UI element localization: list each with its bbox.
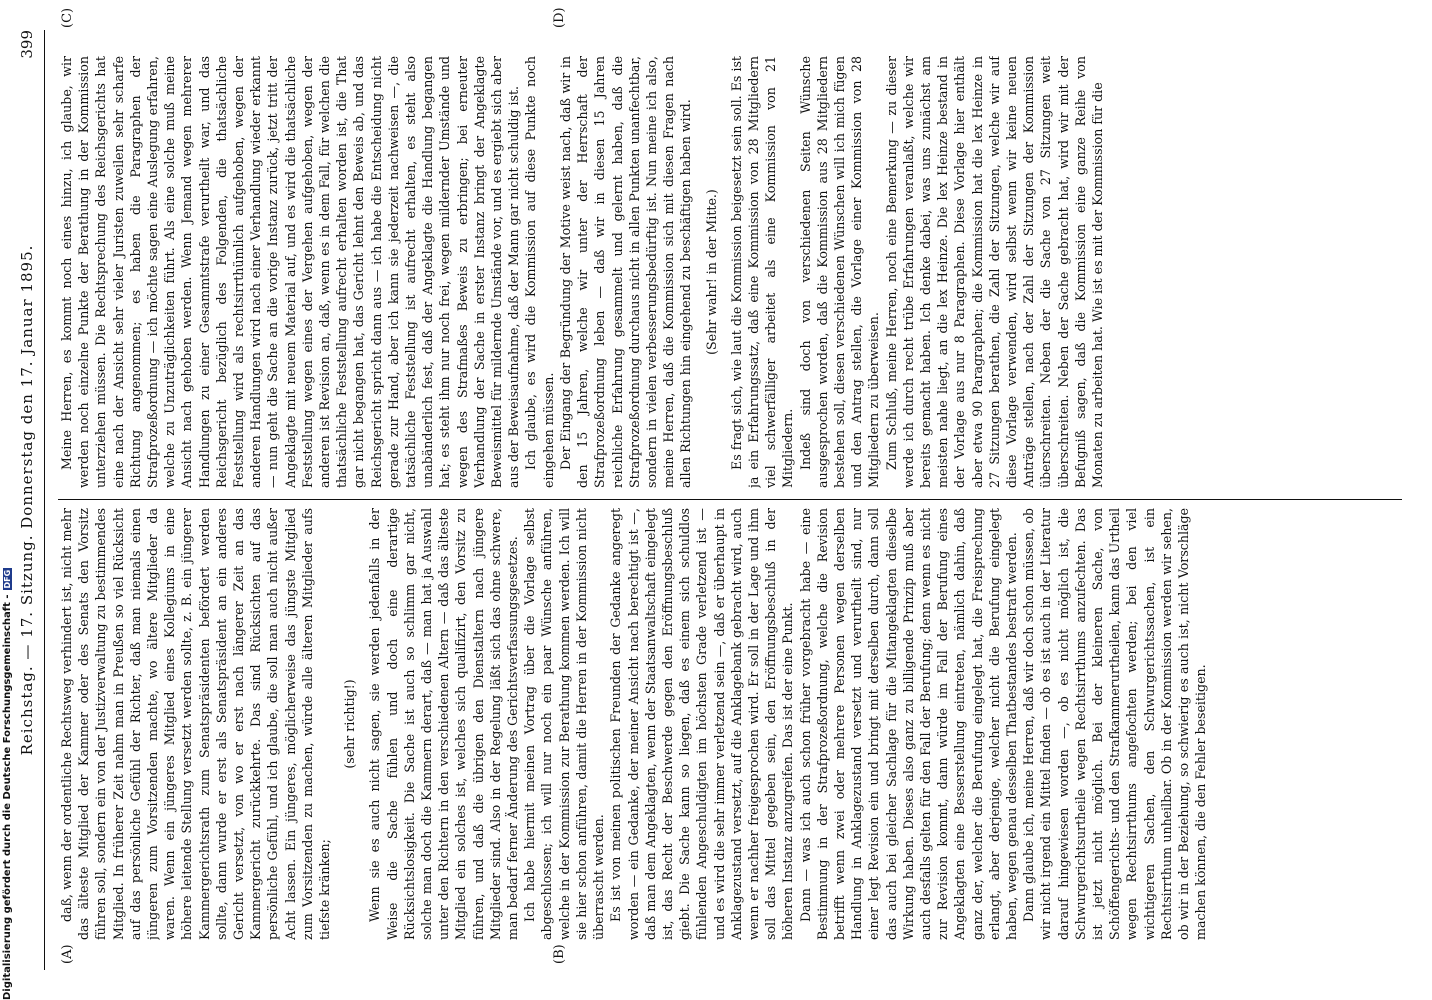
credit-text: Digitalisierung gefördert durch die Deutsche Forschungsgemeinschaft -: [2, 594, 13, 1000]
left-paragraph: Es ist von meinen politischen Freunden der Gedanke angeregt worden — ein Gedanke, der meiner Ansicht nach berechtigt ist —, daß man dem Angeklagten, wenn der Staatsanwaltschaft eingelegt ist, das Recht der Beschwerde gegen den Eröffnungsbeschluß giebt. Die Sache kann so liegen, daß es einem sich schuldlos fühlenden Angeschuldigten im höchsten Grade verletzend ist — und es wird die sehr immer verletzend sein —, daß er überhaupt in Anklagezustand versetzt, auf die Anklagebank gebracht wird, auch wenn er nachher freigesprochen wird. Er soll in der Lage und ihm soll das Mittel gegeben sein, den Eröffnungsbeschluß in der höheren Instanz anzugreifen. Das ist der eine Punkt.: [608, 508, 796, 940]
margin-letter-c: (C): [60, 7, 75, 28]
page-header: [10, 30, 45, 970]
column-divider: [58, 499, 1402, 500]
left-column: [58, 508, 1402, 940]
digitization-credit: [2, 568, 13, 1000]
margin-letter-b: (B): [552, 944, 567, 964]
left-paragraph: Dann — was ich auch schon früher vorgebracht habe — eine Bestimmung in der Strafprozeßordnung, welche die Revision betrifft wenn zwei oder mehrere Personen wegen derselben Handlung in Anklagezustand versetzt und verurtheilt sind, nur einer legt Revision ein und bringt mit derselben durch, dann soll das auch bei gleicher Sachlage für die Mitangeklagten dieselbe Wirkung haben. Dieses also ganz zu billigende Prinzip muß aber auch desfalls gelten für den Fall der Berufung; denn wenn es nicht zur Revision kommt, dann würde im Fall der Berufung eines Angeklagten eine Besserstellung eintreten, nämlich dahin, daß ganz der, welcher die Berufung eingelegt hat, die Freisprechung erlangt, aber derjenige, welcher nicht die Berufung eingelegt haben, wegen genau desselben Thatbestandes bestraft werden.: [797, 508, 1019, 940]
right-paragraph: Zum Schluß, meine Herren, noch eine Bemerkung — zu dieser werde ich durch recht trübe Erfahrungen veranlaßt, welche wir bereits gemacht haben. Ich denke dabei, was uns zunächst am meisten nahe liegt, an die lex Heinze. Die lex Heinze bestand in der Vorlage aus nur 8 Paragraphen. Diese Vorlage hier enthält aber etwa 90 Paragraphen; die Kommission hat die lex Heinze in 27 Sitzungen berathen, die Zahl der Sitzungen, welche wir auf diese Vorlage verwenden, wird selbst wenn wir keine neuen Anträge stellen, nach der Zahl der Sitzungen der Kommission überschreiten. Neben der die Sache von 27 Sitzungen weit überschreiten. Neben der Sache gebracht hat, wird wir mit der Befugniß sagen, daß die Kommission eine ganze Reihe von Monaten zu arbeiten hat. Wie ist es mit der Kommission für die: [883, 56, 1105, 488]
left-paragraph: daß, wenn der ordentliche Rechtsweg verhindert ist, nicht mehr das älteste Mitglied der Kammer oder des Senats den Vorsitz führen soll, sondern ein von der Justizverwaltung zu bestimmendes Mitglied. In früherer Zeit nahm man in Preußen so viel Rücksicht auf das persönliche Gefühl der Richter, daß man niemals einen jüngeren zum Vorsitzenden machte, wo ältere Mitglieder da waren. Wenn ein jüngeres Mitglied eines Kollegiums in eine höhere leitende Stellung versetzt werden sollte, z. B. ein jüngerer Kammergerichtsrath zum Senatspräsidenten befördert werden sollte, dann wurde er erst als Senatspräsident an ein anderes Gericht versetzt, von wo er erst nach längerer Zeit an das Kammergericht zurückkehrte. Das sind Rücksichten auf das persönliche Gefühl, und ich glaube, die soll man auch nicht außer Acht lassen. Ein jüngeres, möglicherweise das jüngste Mitglied zum Vorsitzenden zu machen, würde alle älteren Mitglieder aufs tiefste kränken;: [59, 508, 333, 940]
margin-letter-a: (A): [60, 944, 75, 964]
interjection: (Sehr wahr! in der Mitte.): [703, 189, 719, 355]
interjection: (sehr richtig!): [342, 679, 358, 769]
right-paragraph: Es fragt sich, wie laut die Kommission beigesetzt sein soll. Es ist ja ein Erfahrungssatz, daß eine Kommission von 28 Mitgliedern viel schwerfälliger arbeitet als eine Kommission von 21 Mitgliedern.: [728, 56, 796, 488]
left-paragraph: Wenn sie es auch nicht sagen, sie werden jedenfalls in der Weise die Sache fühlen und doch eine derartige Rücksichtslosigkeit. Die Sache ist auch so schlimm gar nicht, solche man doch die Kammern derart, daß — man hat ja Auswahl unter den Richtern in den verschiedenen Altern — daß das älteste Mitglied ein solches ist, welches sich qualifizirt, den Vorsitz zu führen, und daß die übrigen den Dienstaltern nach jüngere Mitglieder sind. Also in der Regelung läßt sich das ohne schwere, man bedarf ferner Änderung des Gerichtsverfassungsgesetzes.: [367, 508, 521, 940]
left-paragraph: Dann glaube ich, meine Herren, daß wir doch schon müssen, ob wir nicht irgend ein Mittel finden — ob es ist auch in der Literatur darauf hingewiesen worden —, ob es nicht möglich ist, die Schwurgerichtsurtheile wegen Rechtsirrthums anzufechten. Das ist jetzt nicht möglich. Bei der kleineren Sache, von Schöffengerichts- und den Strafkammerurtheilen, kann das Urtheil wegen Rechtsirrthums angefochten werden; bei den viel wichtigeren Sachen, den Schwurgerichtssachen, ist ein Rechtsirrthum unheilbar. Ob in der Kommission werden wir sehen, ob wir in der Beziehung, so schwierig es auch ist, nicht Vorschläge machen können, die den Fehler beseitigen.: [1021, 508, 1209, 940]
left-paragraph: Ich habe hiermit meinen Vortrag über die Vorlage selbst abgeschlossen; ich will nur noch ein paar Wünsche anführen, welche in der Kommission zur Berathung kommen werden. Ich will sie hier schon anführen, damit die Herren in der Kommission nicht überrascht werden.: [522, 508, 607, 940]
margin-letter-d: (D): [552, 7, 567, 28]
right-paragraph: Der Eingang der Begründung der Motive weist nach, daß wir in den 15 Jahren, welche wir unter der Herrschaft der Strafprozeßordnung leben — daß wir in diesen 15 Jahren reichliche Erfahrung gesammelt und gelernt haben, daß die Strafprozeßordnung durchaus nicht in allen Punkten unanfechtbar, sondern in vielen verbesserungsbedürftig ist. Nun meine ich also, meine Herren, daß die Kommission sich mit diesen Fragen nach allen Richtungen hin eingehend zu beschäftigen haben wird.: [557, 56, 694, 488]
right-paragraph: Indeß sind doch von verschiedenen Seiten Wünsche ausgesprochen worden, daß die Kommission aus 28 Mitgliedern bestehen soll, diesen verschiedenen Wünschen will ich mich fügen und den Antrag stellen, die Vorlage einer Kommission von 28 Mitgliedern zu überweisen.: [797, 56, 882, 488]
right-paragraph: Meine Herren, es kommt noch eines hinzu, ich glaube, wir werden noch einzelne Punkte der Berathung in der Kommission unterziehen müssen. Die Rechtsprechung des Reichsgerichts hat eine nach der Ansicht sehr vieler Juristen zuweilen sehr scharfe Richtung angenommen; es haben die Paragraphen der Strafprozeßordnung — ich möchte sagen eine Auslegung erfahren, welche zu Unzuträglichkeiten führt. Als eine solche muß meine Ansicht nach gehoben werden. Wenn Jemand wegen mehrerer Handlungen zu einer Gesammtstrafe verurtheilt war, und das Reichsgericht bezüglich des Folgenden, die thatsächliche Feststellung wird als rechtsirrthümlich aufgehoben, wegen der anderen Handlungen wird nach einer Verhandlung wieder erkannt — nun geht die Sache an die vorige Instanz zurück, jetzt tritt der Angeklagte mit neuem Material auf, und es wird die thatsächliche Feststellung wegen eines der Vergehen aufgehoben, wegen der anderen ist Revision an, daß, wenn es in dem Fall, für welchen die thatsächliche Feststellung aufrecht erhalten worden ist, die That gar nicht begangen hat, das Gericht lehnt den Beweis ab, und das Reichsgericht spricht dann aus — ich habe die Entscheidung nicht gerade zur Hand, aber ich kann sie jederzeit nachweisen —, die tatsächliche Feststellung ist aufrecht erhalten, es steht also unabänderlich fest, daß der Angeklagte die Handlung begangen hat; es steht ihm nur noch frei, wegen mildernder Umstände und wegen des Strafmaßes Beweis zu erbringen; bei erneuter Verhandlung der Sache in erster Instanz bringt der Angeklagte Beweismittel für mildernde Umstände vor, und es ergiebt sich aber aus der Beweisaufnahme, daß der Mann gar nicht schuldig ist.: [59, 56, 522, 488]
dfg-logo: DFG: [3, 569, 12, 589]
right-paragraph: Ich glaube, es wird die Kommission auf diese Punkte noch eingehen müssen.: [523, 56, 556, 488]
page-number: 399: [18, 30, 36, 59]
right-column: [58, 56, 1402, 488]
page-title: Reichstag. — 17. Sitzung. Donnerstag den 17. Januar 1895.: [18, 244, 36, 756]
